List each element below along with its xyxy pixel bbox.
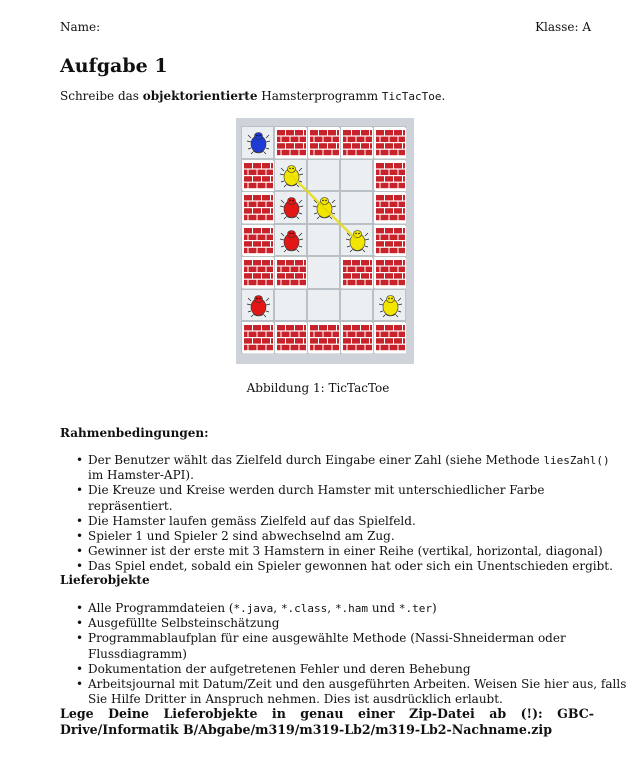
- list-item: • Dokumentation der aufgetretenen Fehler und deren Behebung: [88, 662, 628, 677]
- sep-3: und: [368, 601, 399, 615]
- ext-java: *.java: [233, 602, 274, 615]
- empty-tile: [307, 159, 340, 192]
- conditions-list: [60, 453, 628, 575]
- empty-tile: [274, 289, 307, 322]
- deliv-0-after: ): [431, 601, 437, 615]
- class-label: Klasse: A: [535, 20, 591, 34]
- yellow-hamster-icon: [274, 159, 307, 192]
- list-item: • Die Kreuze und Kreise werden durch Hamster mit unterschiedlicher Farbe repräsentiert.: [88, 483, 628, 513]
- yellow-hamster-icon: [340, 224, 373, 257]
- cond-0-before: Der Benutzer wählt das Zielfeld durch Eingabe einer Zahl (siehe Methode: [88, 453, 544, 467]
- wall-tile: [373, 224, 406, 257]
- wall-tile: [274, 126, 307, 159]
- empty-tile: [307, 224, 340, 257]
- intro-middle: Hamsterprogramm: [257, 89, 382, 103]
- hamster-grid: [241, 126, 406, 354]
- wall-tile: [307, 321, 340, 354]
- ext-class: *.class: [280, 602, 328, 615]
- intro-code: TicTacToe: [381, 90, 442, 103]
- wall-tile: [373, 321, 406, 354]
- ext-ter: *.ter: [398, 602, 432, 615]
- wall-tile: [373, 256, 406, 289]
- conditions-heading: Rahmenbedingungen:: [60, 426, 209, 440]
- list-item: • Gewinner ist der erste mit 3 Hamstern in einer Reihe (vertikal, horizontal, diagonal): [88, 544, 628, 559]
- empty-tile: [340, 191, 373, 224]
- list-item: • Die Hamster laufen gemäss Zielfeld auf das Spielfeld.: [88, 514, 628, 529]
- wall-tile: [274, 321, 307, 354]
- list-item: • Spieler 1 und Spieler 2 sind abwechselnd am Zug.: [88, 529, 628, 544]
- empty-tile: [340, 289, 373, 322]
- wall-tile: [307, 126, 340, 159]
- empty-tile: [340, 159, 373, 192]
- sep-1: ,: [273, 601, 281, 615]
- name-label: Name:: [60, 20, 101, 34]
- submission-instruction: Lege Deine Lieferobjekte in genau einer Zip-Datei ab (!): GBC-Drive/Informatik B/Abgabe/m319/m319-Lb2/m319-Lb2-Nachname.zip: [60, 706, 594, 737]
- red-hamster-icon: [274, 224, 307, 257]
- wall-tile: [241, 191, 274, 224]
- blue-hamster-icon: [241, 126, 274, 159]
- figure-caption: Abbildung 1: TicTacToe: [246, 381, 390, 395]
- intro-text: [60, 89, 445, 103]
- page-title: Aufgabe 1: [60, 55, 168, 77]
- wall-tile: [241, 159, 274, 192]
- sep-2: ,: [327, 601, 335, 615]
- deliverables-list: [60, 601, 628, 707]
- wall-tile: [373, 159, 406, 192]
- list-item: • Programmablaufplan für eine ausgewählte Methode (Nassi-Shneiderman oder Flussdiagramm): [88, 631, 628, 661]
- wall-tile: [274, 256, 307, 289]
- wall-tile: [241, 321, 274, 354]
- deliverables-heading: Lieferobjekte: [60, 573, 150, 587]
- intro-bold: objektorientierte: [142, 89, 258, 103]
- wall-tile: [340, 256, 373, 289]
- deliv-0-before: Alle Programmdateien (: [88, 601, 234, 615]
- intro-after: .: [441, 89, 446, 103]
- wall-tile: [241, 224, 274, 257]
- yellow-hamster-icon: [373, 289, 406, 322]
- red-hamster-icon: [274, 191, 307, 224]
- cond-0-code: liesZahl(): [543, 454, 610, 467]
- list-item: [88, 601, 628, 616]
- wall-tile: [373, 191, 406, 224]
- intro-before: Schreibe das: [60, 89, 143, 103]
- wall-tile: [340, 321, 373, 354]
- list-item: [88, 453, 628, 483]
- empty-tile: [307, 256, 340, 289]
- list-item: • Arbeitsjournal mit Datum/Zeit und den ausgeführten Arbeiten. Weisen Sie hier aus, falls Sie Hilfe Dritter in Anspruch nehmen. Dies ist ausdrücklich erlaubt.: [88, 677, 628, 707]
- red-hamster-icon: [241, 289, 274, 322]
- wall-tile: [241, 256, 274, 289]
- cond-0-after: im Hamster-API).: [88, 468, 194, 483]
- list-item: • Ausgefüllte Selbsteinschätzung: [88, 616, 628, 631]
- yellow-hamster-icon: [307, 191, 340, 224]
- empty-tile: [307, 289, 340, 322]
- wall-tile: [373, 126, 406, 159]
- tictactoe-figure: [236, 118, 414, 364]
- wall-tile: [340, 126, 373, 159]
- list-item: • Das Spiel endet, sobald ein Spieler gewonnen hat oder sich ein Unentschieden ergibt.: [88, 559, 628, 574]
- ext-ham: *.ham: [334, 602, 369, 615]
